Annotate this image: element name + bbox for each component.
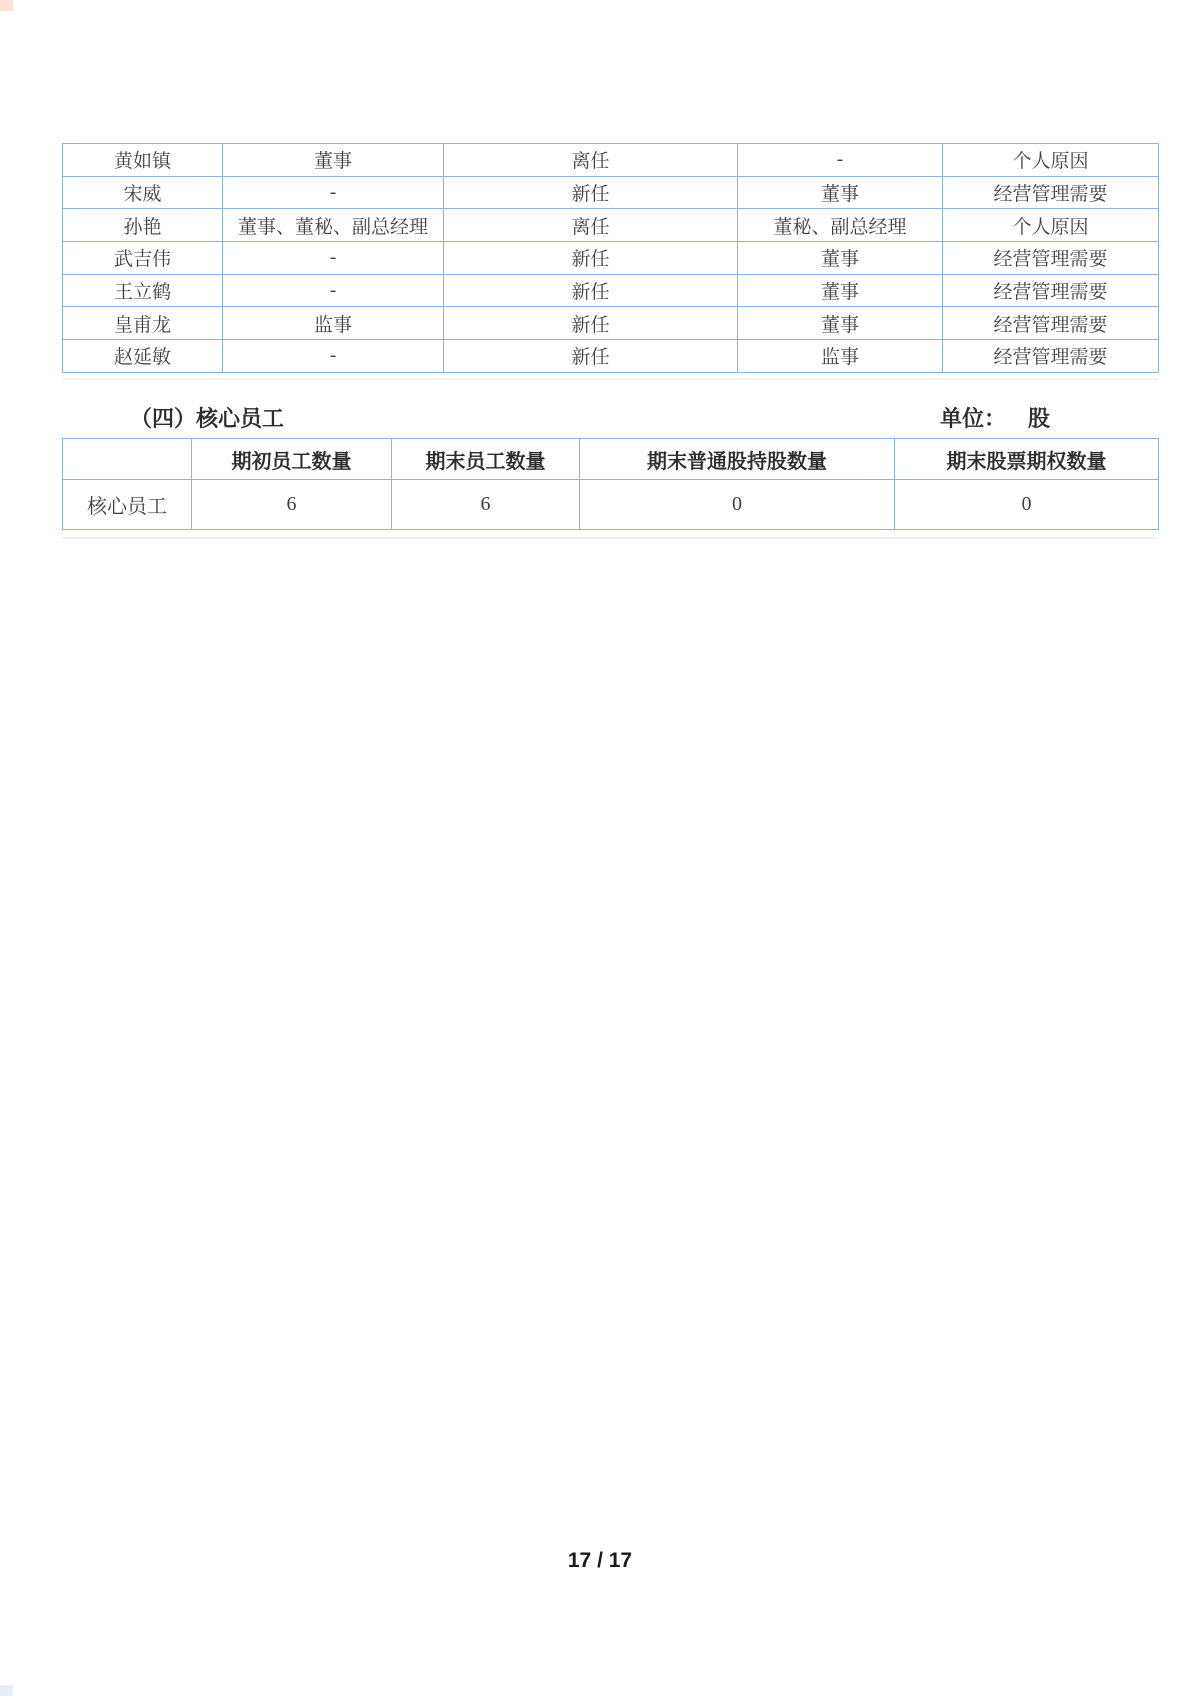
header-end-shares: 期末普通股持股数量	[580, 439, 895, 480]
cell-reason: 经营管理需要	[943, 242, 1159, 275]
cell-reason: 经营管理需要	[943, 307, 1159, 340]
cell-change-type: 新任	[444, 340, 738, 373]
table-row	[63, 340, 1159, 373]
unit-indicator	[940, 402, 1050, 433]
cell-old-position: -	[223, 242, 444, 275]
cell-end-options: 0	[895, 480, 1159, 530]
table-row	[63, 144, 1159, 177]
cell-reason: 经营管理需要	[943, 176, 1159, 209]
cell-new-position: 董事	[738, 176, 943, 209]
cell-new-position: 监事	[738, 340, 943, 373]
cell-old-position: -	[223, 274, 444, 307]
table-shadow-line	[62, 378, 1158, 380]
cell-new-position: 董秘、副总经理	[738, 209, 943, 242]
cell-name: 王立鹤	[63, 274, 223, 307]
header-blank	[63, 439, 192, 480]
section-title: （四）核心员工	[130, 406, 285, 431]
cell-reason: 个人原因	[943, 144, 1159, 177]
table-row	[63, 307, 1159, 340]
cell-reason: 个人原因	[943, 209, 1159, 242]
cell-name: 宋威	[63, 176, 223, 209]
corner-mark-orange	[0, 0, 13, 11]
table-shadow-line	[62, 537, 1158, 539]
header-begin-count: 期初员工数量	[192, 439, 392, 480]
cell-old-position: 董事、董秘、副总经理	[223, 209, 444, 242]
cell-change-type: 离任	[444, 209, 738, 242]
cell-old-position: -	[223, 176, 444, 209]
cell-reason: 经营管理需要	[943, 274, 1159, 307]
cell-row-label: 核心员工	[63, 480, 192, 530]
cell-old-position: 董事	[223, 144, 444, 177]
cell-reason: 经营管理需要	[943, 340, 1159, 373]
unit-value: 股	[1028, 406, 1051, 431]
cell-old-position: -	[223, 340, 444, 373]
unit-label: 单位：	[940, 406, 1007, 431]
cell-new-position: -	[738, 144, 943, 177]
section-header-row	[0, 402, 1200, 432]
cell-new-position: 董事	[738, 307, 943, 340]
cell-name: 黄如镇	[63, 144, 223, 177]
cell-name: 武吉伟	[63, 242, 223, 275]
cell-end-shares: 0	[580, 480, 895, 530]
cell-old-position: 监事	[223, 307, 444, 340]
cell-name: 赵延敏	[63, 340, 223, 373]
cell-new-position: 董事	[738, 242, 943, 275]
page-number: 17 / 17	[567, 1549, 633, 1572]
cell-new-position: 董事	[738, 274, 943, 307]
table-header-row	[63, 439, 1159, 480]
cell-end-count: 6	[392, 480, 580, 530]
table-row	[63, 176, 1159, 209]
core-employees-table	[62, 438, 1159, 530]
cell-change-type: 离任	[444, 144, 738, 177]
cell-name: 皇甫龙	[63, 307, 223, 340]
table-row	[63, 274, 1159, 307]
corner-mark-blue	[0, 1685, 13, 1696]
cell-begin-count: 6	[192, 480, 392, 530]
cell-change-type: 新任	[444, 274, 738, 307]
header-end-options: 期末股票期权数量	[895, 439, 1159, 480]
cell-change-type: 新任	[444, 242, 738, 275]
header-end-count: 期末员工数量	[392, 439, 580, 480]
cell-change-type: 新任	[444, 307, 738, 340]
cell-name: 孙艳	[63, 209, 223, 242]
table-row	[63, 242, 1159, 275]
table-row	[63, 209, 1159, 242]
officers-change-table	[62, 143, 1159, 373]
cell-change-type: 新任	[444, 176, 738, 209]
table-row	[63, 480, 1159, 530]
